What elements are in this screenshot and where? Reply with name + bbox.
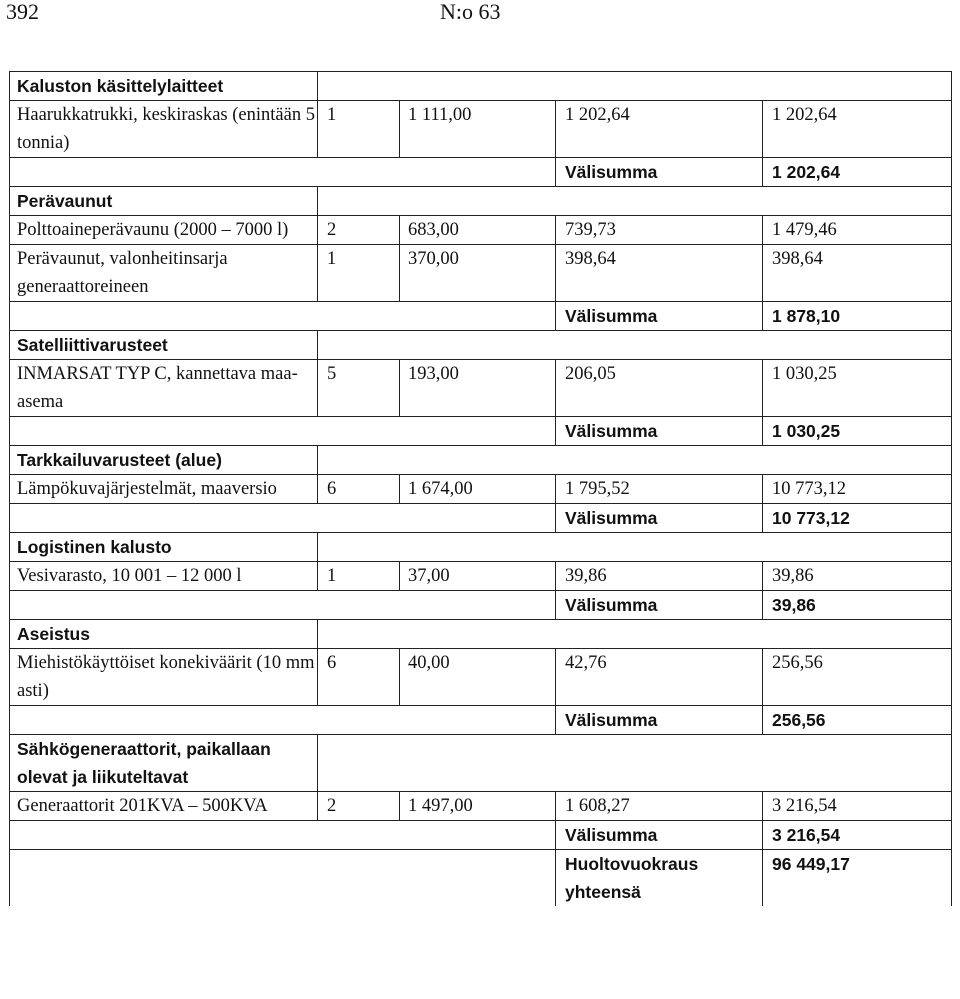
- item-total: 256,56: [763, 649, 952, 706]
- item-unit-price: 370,00: [400, 245, 556, 302]
- table-row: [10, 475, 952, 504]
- grand-total-row: [10, 850, 952, 907]
- subtotal-row: [10, 821, 952, 850]
- subtotal-label: Välisumma: [556, 302, 763, 331]
- item-qty: 1: [318, 245, 400, 302]
- item-unit-price: 40,00: [400, 649, 556, 706]
- category-label: Logistinen kalusto: [10, 533, 318, 562]
- empty-cell: [10, 850, 556, 907]
- price-table: [9, 71, 952, 906]
- table-row: [10, 792, 952, 821]
- grand-total-value: 96 449,17: [763, 850, 952, 907]
- item-total: 39,86: [763, 562, 952, 591]
- item-price: 206,05: [556, 360, 763, 417]
- item-price: 739,73: [556, 216, 763, 245]
- item-price: 1 795,52: [556, 475, 763, 504]
- item-qty: 5: [318, 360, 400, 417]
- subtotal-value: 39,86: [763, 591, 952, 620]
- item-qty: 6: [318, 475, 400, 504]
- category-row: [10, 187, 952, 216]
- subtotal-row: [10, 158, 952, 187]
- item-total: 1 479,46: [763, 216, 952, 245]
- item-qty: 1: [318, 101, 400, 158]
- subtotal-label: Välisumma: [556, 821, 763, 850]
- item-unit-price: 1 497,00: [400, 792, 556, 821]
- item-unit-price: 1 674,00: [400, 475, 556, 504]
- item-price: 398,64: [556, 245, 763, 302]
- category-row: [10, 620, 952, 649]
- subtotal-row: [10, 302, 952, 331]
- category-label: Satelliittivarusteet: [10, 331, 318, 360]
- item-name: Perävaunut, valonheitinsarja generaattoreineen: [10, 245, 318, 302]
- category-label: Tarkkailuvarusteet (alue): [10, 446, 318, 475]
- item-qty: 2: [318, 216, 400, 245]
- item-name: Polttoaineperävaunu (2000 – 7000 l): [10, 216, 318, 245]
- table-row: [10, 562, 952, 591]
- subtotal-value: 10 773,12: [763, 504, 952, 533]
- empty-cell: [10, 821, 556, 850]
- item-total: 3 216,54: [763, 792, 952, 821]
- subtotal-label: Välisumma: [556, 158, 763, 187]
- category-label: Kaluston käsittelylaitteet: [10, 72, 318, 101]
- empty-cell: [10, 591, 556, 620]
- item-price: 39,86: [556, 562, 763, 591]
- category-label: Aseistus: [10, 620, 318, 649]
- page-header: [0, 0, 960, 40]
- table-row: [10, 360, 952, 417]
- item-total: 398,64: [763, 245, 952, 302]
- category-row: [10, 331, 952, 360]
- item-name: Haarukkatrukki, keskiraskas (enintään 5 tonnia): [10, 101, 318, 158]
- issue-number: N:o 63: [440, 0, 501, 24]
- subtotal-row: [10, 591, 952, 620]
- subtotal-value: 1 202,64: [763, 158, 952, 187]
- subtotal-value: 1 878,10: [763, 302, 952, 331]
- page-number: 392: [6, 0, 39, 24]
- subtotal-row: [10, 504, 952, 533]
- item-qty: 2: [318, 792, 400, 821]
- category-row: [10, 72, 952, 101]
- empty-cell: [10, 504, 556, 533]
- item-total: 1 030,25: [763, 360, 952, 417]
- empty-cell: [318, 446, 952, 475]
- subtotal-value: 3 216,54: [763, 821, 952, 850]
- item-price: 1 202,64: [556, 101, 763, 158]
- subtotal-value: 1 030,25: [763, 417, 952, 446]
- item-name: Vesivarasto, 10 001 – 12 000 l: [10, 562, 318, 591]
- category-label: Sähkögeneraattorit, paikallaan olevat ja liikuteltavat: [10, 735, 318, 792]
- item-price: 42,76: [556, 649, 763, 706]
- empty-cell: [318, 620, 952, 649]
- table-row: [10, 216, 952, 245]
- table-row: [10, 101, 952, 158]
- item-unit-price: 1 111,00: [400, 101, 556, 158]
- item-name: INMARSAT TYP C, kannettava maa-asema: [10, 360, 318, 417]
- category-row: [10, 446, 952, 475]
- grand-total-label: Huoltovuokraus yhteensä: [556, 850, 763, 907]
- item-unit-price: 37,00: [400, 562, 556, 591]
- item-name: Generaattorit 201KVA – 500KVA: [10, 792, 318, 821]
- item-unit-price: 683,00: [400, 216, 556, 245]
- subtotal-row: [10, 706, 952, 735]
- empty-cell: [318, 187, 952, 216]
- item-price: 1 608,27: [556, 792, 763, 821]
- empty-cell: [10, 706, 556, 735]
- subtotal-label: Välisumma: [556, 706, 763, 735]
- category-row: [10, 735, 952, 792]
- subtotal-label: Välisumma: [556, 504, 763, 533]
- subtotal-label: Välisumma: [556, 591, 763, 620]
- subtotal-label: Välisumma: [556, 417, 763, 446]
- item-name: Miehistökäyttöiset konekiväärit (10 mm asti): [10, 649, 318, 706]
- item-total: 10 773,12: [763, 475, 952, 504]
- category-label: Perävaunut: [10, 187, 318, 216]
- item-unit-price: 193,00: [400, 360, 556, 417]
- empty-cell: [318, 735, 952, 792]
- item-name: Lämpökuvajärjestelmät, maaversio: [10, 475, 318, 504]
- empty-cell: [318, 533, 952, 562]
- empty-cell: [318, 331, 952, 360]
- empty-cell: [10, 302, 556, 331]
- empty-cell: [318, 72, 952, 101]
- category-row: [10, 533, 952, 562]
- empty-cell: [10, 158, 556, 187]
- item-qty: 1: [318, 562, 400, 591]
- subtotal-value: 256,56: [763, 706, 952, 735]
- subtotal-row: [10, 417, 952, 446]
- table-row: [10, 245, 952, 302]
- item-total: 1 202,64: [763, 101, 952, 158]
- table-row: [10, 649, 952, 706]
- item-qty: 6: [318, 649, 400, 706]
- empty-cell: [10, 417, 556, 446]
